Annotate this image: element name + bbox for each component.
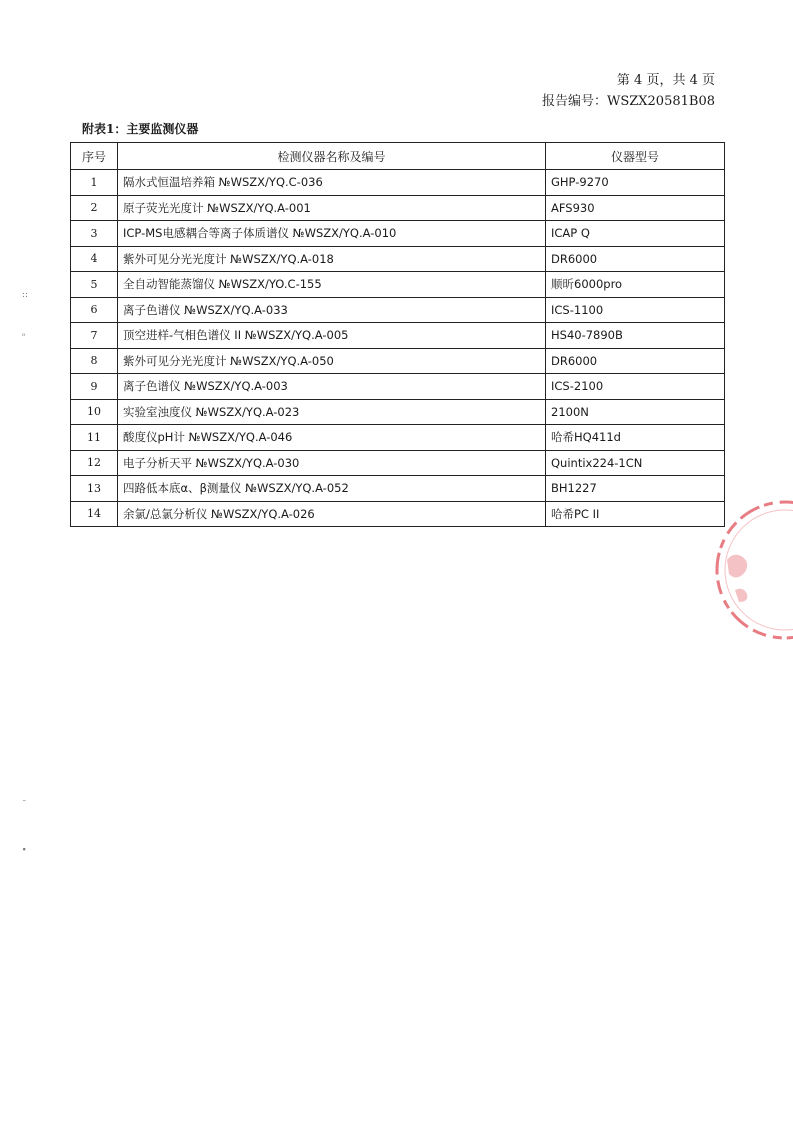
table-row — [71, 323, 725, 349]
binding-mark: ∙ — [22, 845, 27, 855]
instrument-model: 顺昕6000pro — [546, 272, 725, 298]
instrument-name: 全自动智能蒸馏仪 №WSZX/YO.C-155 — [118, 272, 546, 298]
instrument-model: Quintix224-1CN — [546, 450, 725, 476]
instrument-name: ICP-MS电感耦合等离子体质谱仪 №WSZX/YQ.A-010 — [118, 221, 546, 247]
instrument-table — [70, 142, 725, 527]
instrument-model: 哈希HQ411d — [546, 425, 725, 451]
table-row — [71, 450, 725, 476]
row-number: 6 — [71, 297, 118, 323]
table-row — [71, 195, 725, 221]
table-row — [71, 170, 725, 196]
row-number: 3 — [71, 221, 118, 247]
table-row — [71, 297, 725, 323]
instrument-name: 余氯/总氯分析仪 №WSZX/YQ.A-026 — [118, 501, 546, 527]
page-info: 第 4 页，共 4 页 — [616, 73, 715, 88]
report-number: 报告编号：WSZX20581B08 — [541, 94, 715, 109]
table-row — [71, 272, 725, 298]
table-row — [71, 501, 725, 527]
row-number: 14 — [71, 501, 118, 527]
table-row — [71, 221, 725, 247]
header-no: 序号 — [71, 143, 118, 170]
table-caption: 附表1：主要监测仪器 — [82, 122, 199, 136]
instrument-model: DR6000 — [546, 348, 725, 374]
table-row — [71, 246, 725, 272]
instrument-name: 离子色谱仪 №WSZX/YQ.A-033 — [118, 297, 546, 323]
instrument-model: 2100N — [546, 399, 725, 425]
row-number: 8 — [71, 348, 118, 374]
instrument-name: 四路低本底α、β测量仪 №WSZX/YQ.A-052 — [118, 476, 546, 502]
binding-mark: ˘ — [22, 800, 27, 810]
row-number: 9 — [71, 374, 118, 400]
instrument-model: BH1227 — [546, 476, 725, 502]
instrument-model: ICAP Q — [546, 221, 725, 247]
table-row — [71, 399, 725, 425]
row-number: 12 — [71, 450, 118, 476]
row-number: 10 — [71, 399, 118, 425]
table-row — [71, 425, 725, 451]
row-number: 4 — [71, 246, 118, 272]
table-row — [71, 374, 725, 400]
instrument-model: HS40-7890B — [546, 323, 725, 349]
instrument-name: 电子分析天平 №WSZX/YQ.A-030 — [118, 450, 546, 476]
instrument-name: 离子色谱仪 №WSZX/YQ.A-003 — [118, 374, 546, 400]
instrument-name: 紫外可见分光光度计 №WSZX/YQ.A-050 — [118, 348, 546, 374]
table-row — [71, 348, 725, 374]
instrument-model: 哈希PC II — [546, 501, 725, 527]
instrument-name: 隔水式恒温培养箱 №WSZX/YQ.C-036 — [118, 170, 546, 196]
row-number: 5 — [71, 272, 118, 298]
instrument-name: 顶空进样-气相色谱仪 II №WSZX/YQ.A-005 — [118, 323, 546, 349]
table-header-row — [71, 143, 725, 170]
row-number: 7 — [71, 323, 118, 349]
row-number: 11 — [71, 425, 118, 451]
table-row — [71, 476, 725, 502]
official-seal-stamp — [705, 490, 793, 650]
instrument-name: 紫外可见分光光度计 №WSZX/YQ.A-018 — [118, 246, 546, 272]
instrument-model: ICS-1100 — [546, 297, 725, 323]
row-number: 13 — [71, 476, 118, 502]
page-header — [542, 70, 715, 112]
header-model: 仪器型号 — [546, 143, 725, 170]
instrument-name: 实验室浊度仪 №WSZX/YQ.A-023 — [118, 399, 546, 425]
row-number: 1 — [71, 170, 118, 196]
instrument-model: AFS930 — [546, 195, 725, 221]
instrument-name: 酸度仪pH计 №WSZX/YQ.A-046 — [118, 425, 546, 451]
header-name: 检测仪器名称及编号 — [118, 143, 546, 170]
instrument-model: GHP-9270 — [546, 170, 725, 196]
instrument-model: DR6000 — [546, 246, 725, 272]
instrument-model: ICS-2100 — [546, 374, 725, 400]
binding-mark: ᵒ — [22, 332, 26, 342]
instrument-name: 原子荧光光度计 №WSZX/YQ.A-001 — [118, 195, 546, 221]
binding-mark: :: — [22, 290, 29, 300]
row-number: 2 — [71, 195, 118, 221]
